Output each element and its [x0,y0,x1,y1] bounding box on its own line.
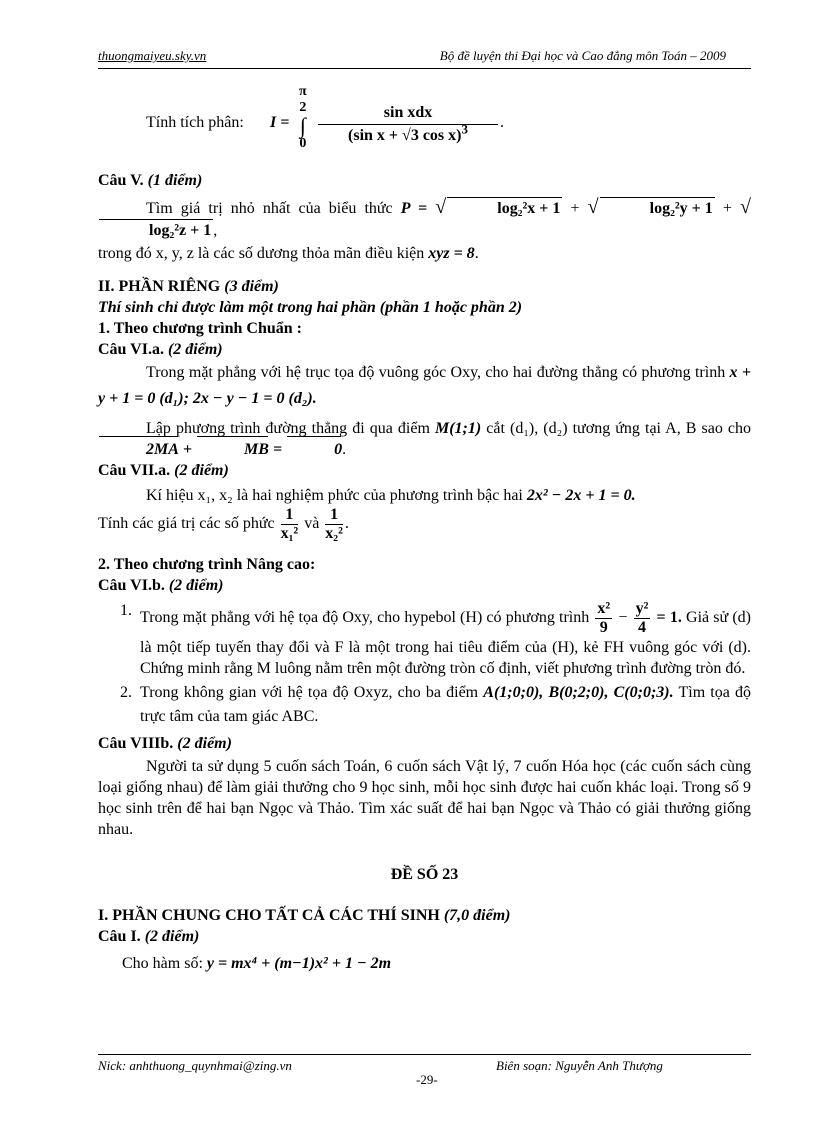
de23-cau1-text: Cho hàm số: y = mx⁴ + (m−1)x² + 1 − 2m [122,955,392,972]
cau8b-heading: Câu VIIIb. (2 điểm) [98,735,232,752]
header-site: thuongmaiyeu.sky.vn [98,48,207,63]
cau6b-list [98,600,751,729]
cau6b-heading: Câu VI.b. (2 điểm) [98,577,224,594]
integral-denominator: (sin x + √3 cos x)$^3$ [348,121,468,144]
cau5-heading: Câu V. (1 điểm) [98,172,203,189]
cau6a-p2: Lập phương trình đường thẳng đi qua điểm M(1;1) cắt (d₁), (d₂) tương ứng tại A, B sao cho 2MA + MB = 0. [98,418,751,460]
cau7a-p1: Kí hiệu x₁, x₂ là hai nghiệm phức của phương trình bậc hai 2x² − 2x + 1 = 0. [146,487,636,504]
cau6a-heading: Câu VI.a. (2 điểm) [98,341,223,358]
cau6a-p1: Trong mặt phẳng với hệ trục tọa độ vuông góc Oxy, cho hai đường thẳng có phương trình x + y + 1 = 0 (d₁); 2x − y − 1 = 0 (d₂). [98,364,752,407]
part2-note: Thí sinh chỉ được làm một trong hai phần (phần 1 hoặc phần 2) [98,299,523,316]
integral-fraction: sin xdx (sin x + √3 cos x)$^3$ [318,102,498,147]
integral-sign: π 2 ∫ 0 [299,84,307,151]
cau6b-item-2: 2. Trong không gian với hệ tọa độ Oxyz, cho ba điểm A(1;0;0), B(0;2;0), C(0;0;3). Tìm tọa độ trực tâm của tam giác ABC. [120,684,752,725]
part2-heading: II. PHẦN RIÊNG (3 điểm) [98,278,279,295]
de23-cau1-heading: Câu I. (2 điểm) [98,928,200,945]
cau5-text: Tìm giá trị nhỏ nhất của biểu thức P = √ log₂²x + 1 + √ log₂²y + 1 + √log₂²z + 1 , [98,197,751,241]
cau8b-text: Người ta sử dụng 5 cuốn sách Toán, 6 cuốn sách Vật lý, 7 cuốn Hóa học (các cuốn sách cùng loại giống nhau) để làm giải thưởng cho 9 học sinh, mỗi học sinh được hai cuốn khác loại. Trong số 9 học sinh trên để hai bạn Ngọc và Thảo. Tìm xác suất để hai bạn Ngọc và Thảo có giải thưởng giống nhau. [98,758,751,838]
cau7a-p2: Tính các giá trị các số phức $\frac{1}{\text{x₁²}}$ và $\frac{1}{\text{x₂²}}$ . [98,506,349,542]
sec1-heading: 1. Theo chương trình Chuẩn : [98,320,302,337]
footer-nick: Nick: anhthuong_quynhmai@zing.vn [98,1058,292,1073]
page-header [98,48,726,68]
header-rule [98,68,751,69]
de23-part1: I. PHẦN CHUNG CHO TẤT CẢ CÁC THÍ SINH (7,0 điểm) [98,907,511,924]
integral-line: Tính tích phân: I = π 2 ∫ 0 sin xdx (sin x + √3 cos x)$^3$ . [146,84,504,151]
cau5-condition: trong đó x, y, z là các số dương thỏa mãn điều kiện xyz = 8. [98,245,479,262]
integral-lhs: I = [270,114,290,131]
cau7a-heading: Câu VII.a. (2 điểm) [98,462,229,479]
page-number: -29- [416,1072,438,1087]
header-title: Bộ đề luyện thi Đại học và Cao đẳng môn Toán – 2009 [439,48,726,63]
cau6b-item-1: 1. Trong mặt phẳng với hệ tọa độ Oxy, cho hypebol (H) có phương trình $\frac{\text{x²}}{9}$ − $\frac{\text{y²}}{4}$ = 1. Giả sử (d) là một tiếp tuyến thay đổi và F là một trong hai tiêu điểm của (H), kẻ FH vuông góc với (d). Chứng minh rằng M luông nằm trên một đường tròn cố định, viết phương trình đường tròn đó. [120,600,752,677]
sec2-heading: 2. Theo chương trình Nâng cao: [98,556,316,573]
de23-title: ĐỀ SỐ 23 [390,866,459,883]
integral-label: Tính tích phân: [146,114,244,131]
footer-author: Biên soạn: Nguyễn Anh Thượng [496,1058,663,1073]
footer-rule [98,1054,751,1055]
page-content [98,84,751,974]
